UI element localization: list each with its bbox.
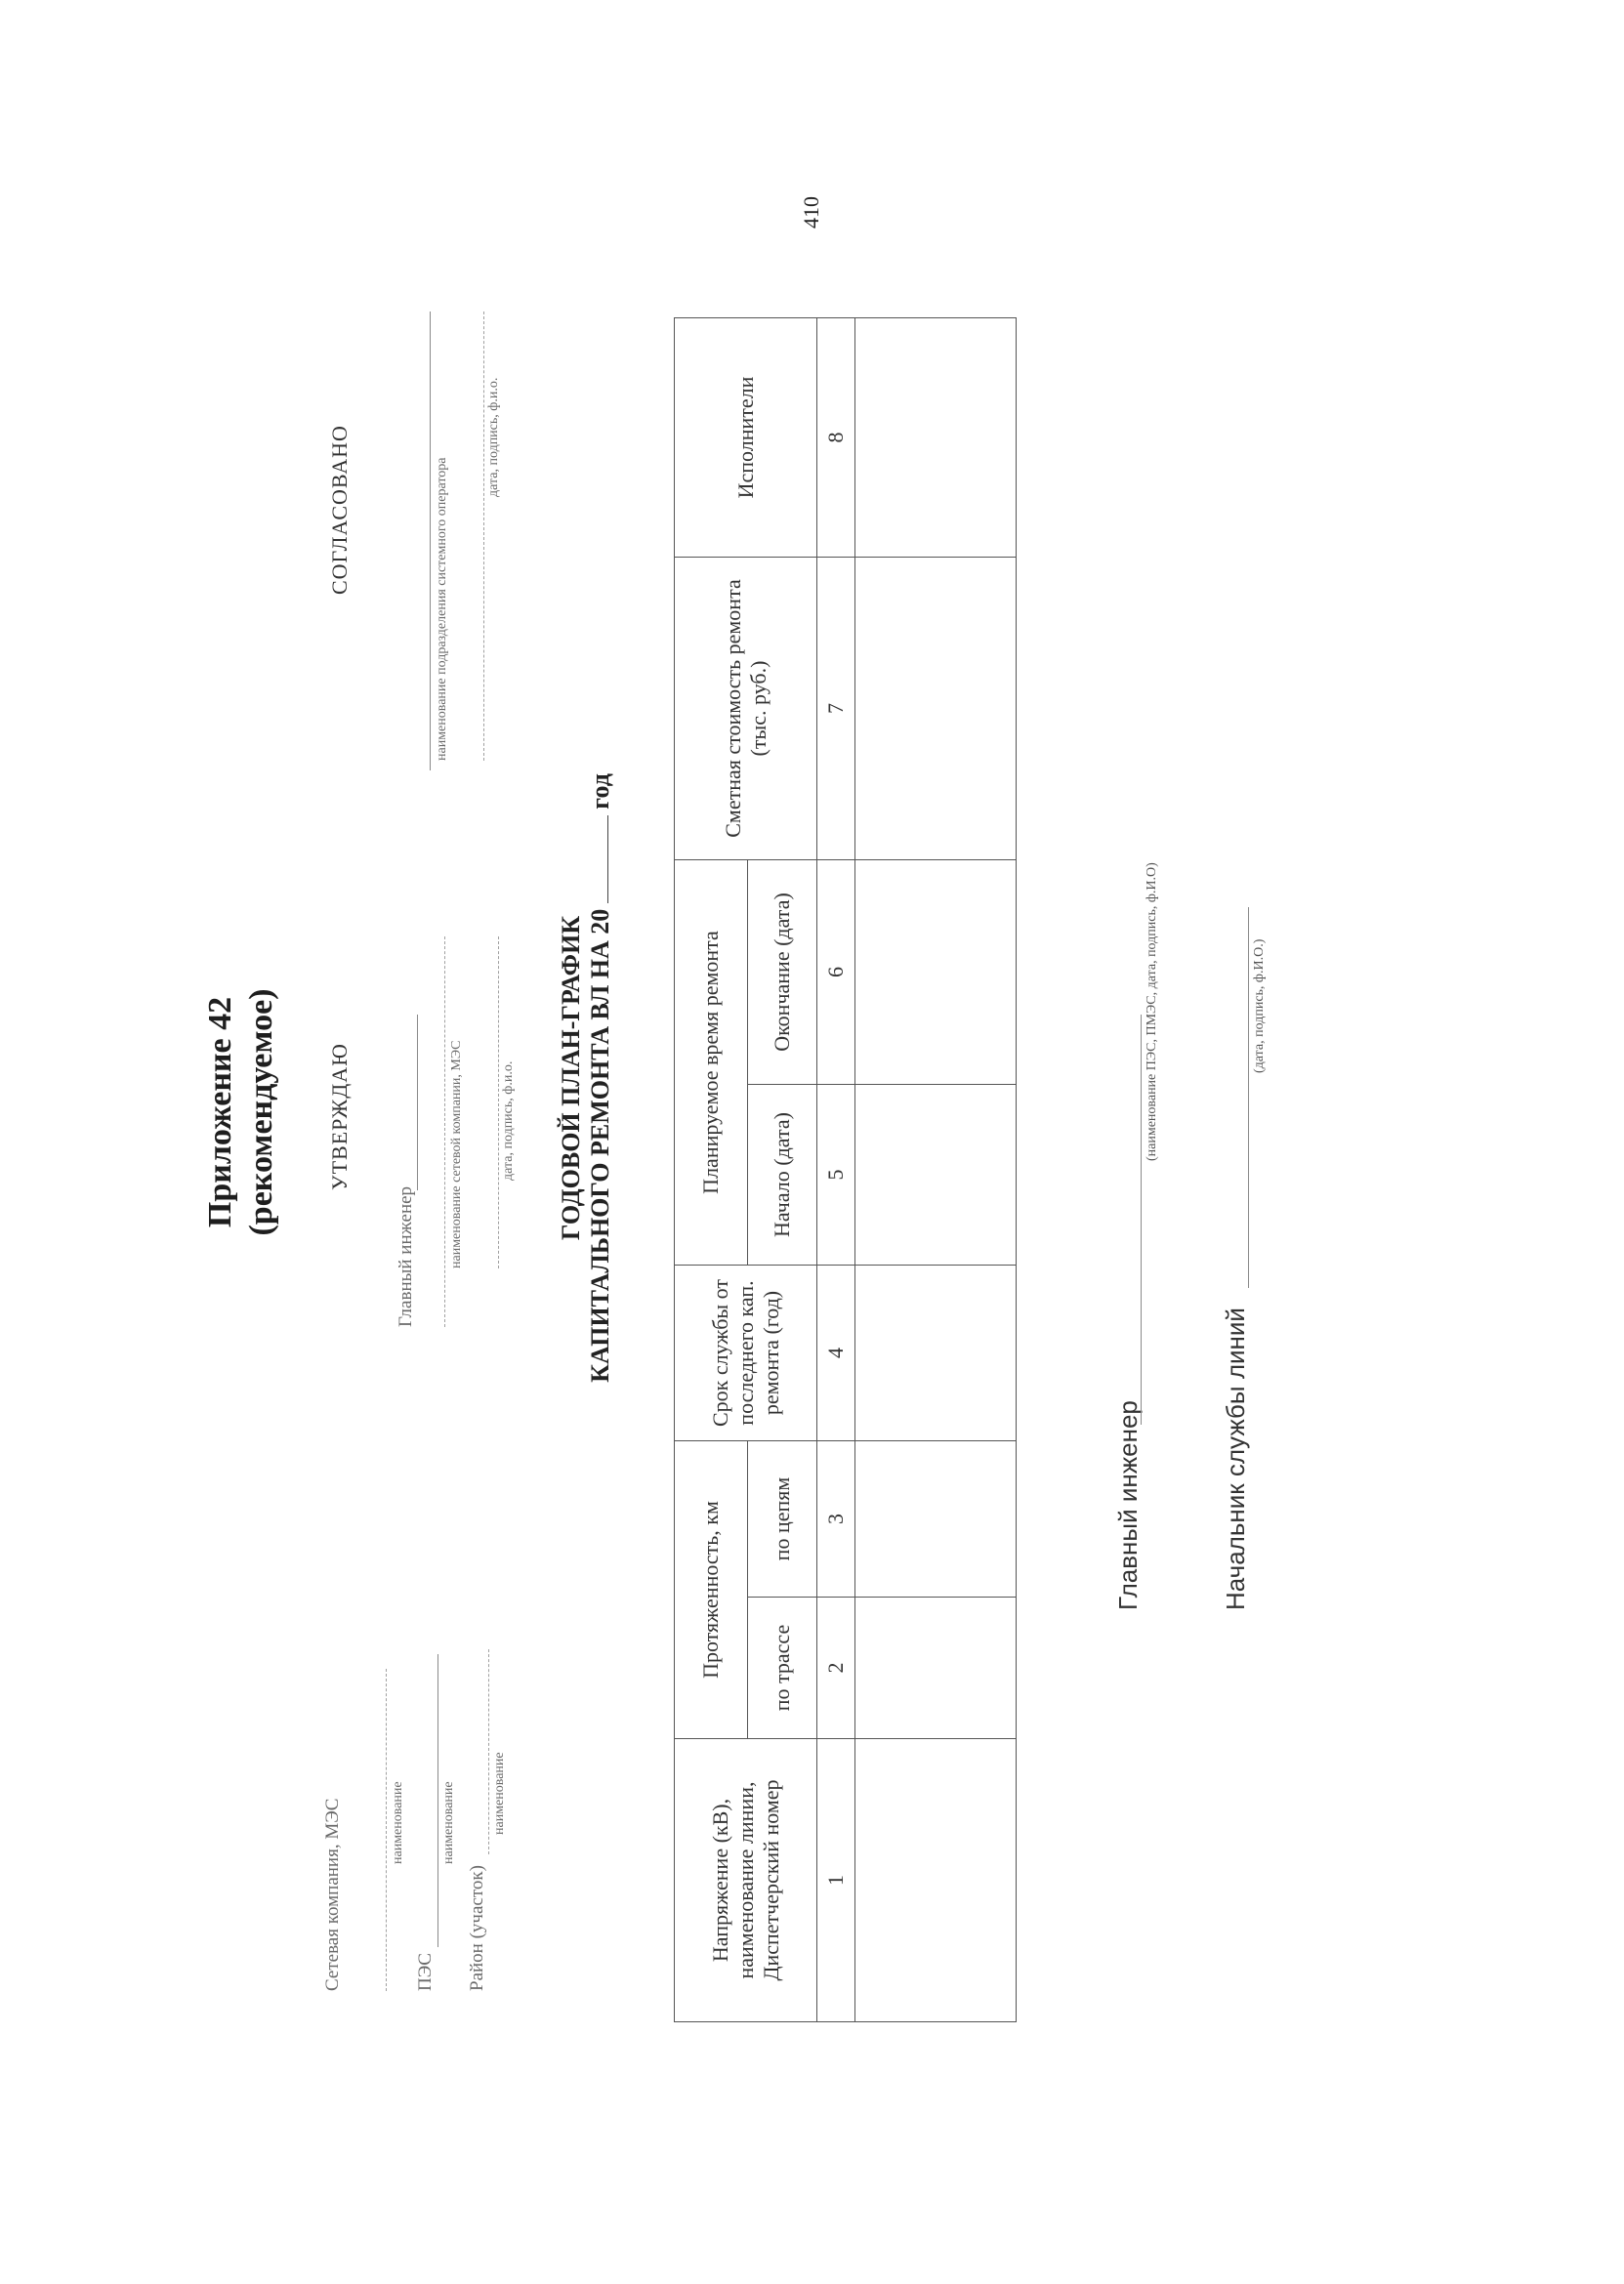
pes-line	[437, 1654, 438, 1947]
col-number: 4	[817, 1266, 855, 1441]
col-number: 3	[817, 1441, 855, 1598]
district-label: Район (участок)	[467, 1865, 487, 1991]
table-cell[interactable]	[855, 1598, 1017, 1739]
year-blank	[607, 815, 608, 903]
header-service-life: Срок службы от последнего кап. ремонта (год)	[675, 1266, 817, 1441]
plan-table	[674, 317, 1017, 2022]
header-end-date: Окончание (дата)	[748, 860, 817, 1085]
company-line	[386, 1669, 387, 1991]
agree-heading: СОГЛАСОВАНО	[327, 425, 352, 595]
agree-operator-line	[430, 311, 431, 770]
table-number-row	[817, 318, 855, 2022]
approve-chief-label: Главный инженер	[396, 1185, 416, 1327]
approve-sign-hint: дата, подпись, ф.и.о.	[501, 1060, 516, 1181]
pes-name-hint: наименование	[441, 1781, 456, 1864]
plan-title-suffix: год	[586, 773, 614, 810]
page-number: 410	[799, 196, 823, 228]
table-cell[interactable]	[855, 860, 1017, 1085]
header-estimate-cost: Сметная стоимость ремонта (тыс. руб.)	[675, 558, 817, 860]
table-header-row-1	[675, 318, 748, 2022]
appendix-line-1: Приложение 42	[202, 996, 238, 1228]
header-executors: Исполнители	[675, 318, 817, 558]
lines-head-hint: (дата, подпись, ф.И.О.)	[1252, 938, 1267, 1073]
header-start-date: Начало (дата)	[748, 1085, 817, 1266]
table-row	[855, 318, 1017, 2022]
header-line-name: Напряжение (кВ), наименование линии, Диспетчерский номер	[675, 1739, 817, 2022]
district-line	[488, 1649, 489, 1854]
col-number: 1	[817, 1739, 855, 2022]
appendix-line-2: (рекомендуемое)	[243, 988, 279, 1236]
col-number: 6	[817, 860, 855, 1085]
plan-title	[557, 517, 615, 1640]
agree-sign-hint: дата, подпись, ф.и.о.	[486, 377, 501, 497]
table-cell[interactable]	[855, 558, 1017, 860]
approve-chief-line	[417, 1015, 418, 1190]
header-length-circuits: по цепям	[748, 1441, 817, 1598]
chief-engineer-hint: (наименование ПЭС, ПМЭС, дата, подпись, ф.И.О)	[1145, 862, 1159, 1161]
pes-label: ПЭС	[415, 1953, 436, 1991]
company-name-hint: наименование	[391, 1781, 405, 1864]
header-planned-time-group: Планируемое время ремонта	[675, 860, 748, 1266]
plan-title-prefix: КАПИТАЛЬНОГО РЕМОНТА ВЛ НА 20	[586, 908, 614, 1383]
header-length-route: по трассе	[748, 1598, 817, 1739]
approve-company-line	[444, 936, 445, 1327]
chief-engineer-line	[1141, 1015, 1142, 1425]
approve-heading: УТВЕРЖДАЮ	[327, 1043, 352, 1190]
col-number: 8	[817, 318, 855, 558]
col-number: 7	[817, 558, 855, 860]
table-cell[interactable]	[855, 318, 1017, 558]
lines-head-line	[1248, 907, 1249, 1288]
district-name-hint: наименование	[492, 1752, 507, 1835]
table-cell[interactable]	[855, 1441, 1017, 1598]
approve-company-hint: наименование сетевой компании, МЭС	[449, 1040, 464, 1268]
plan-title-line-2	[586, 517, 615, 1640]
table-cell[interactable]	[855, 1739, 1017, 2022]
col-number: 2	[817, 1598, 855, 1739]
agree-sign-line	[483, 311, 484, 761]
col-number: 5	[817, 1085, 855, 1266]
table-cell[interactable]	[855, 1266, 1017, 1441]
lines-head-label: Начальник службы линий	[1221, 1308, 1250, 1610]
company-label: Сетевая компания, МЭС	[322, 1798, 343, 1991]
appendix-title	[200, 858, 282, 1366]
header-length-group: Протяженность, км	[675, 1441, 748, 1739]
approve-sign-line	[498, 936, 499, 1268]
agree-operator-hint: наименование подразделения системного оператора	[435, 457, 449, 761]
table-cell[interactable]	[855, 1085, 1017, 1266]
plan-title-line-1: ГОДОВОЙ ПЛАН-ГРАФИК	[557, 915, 585, 1241]
chief-engineer-label: Главный инженер	[1113, 1400, 1143, 1610]
